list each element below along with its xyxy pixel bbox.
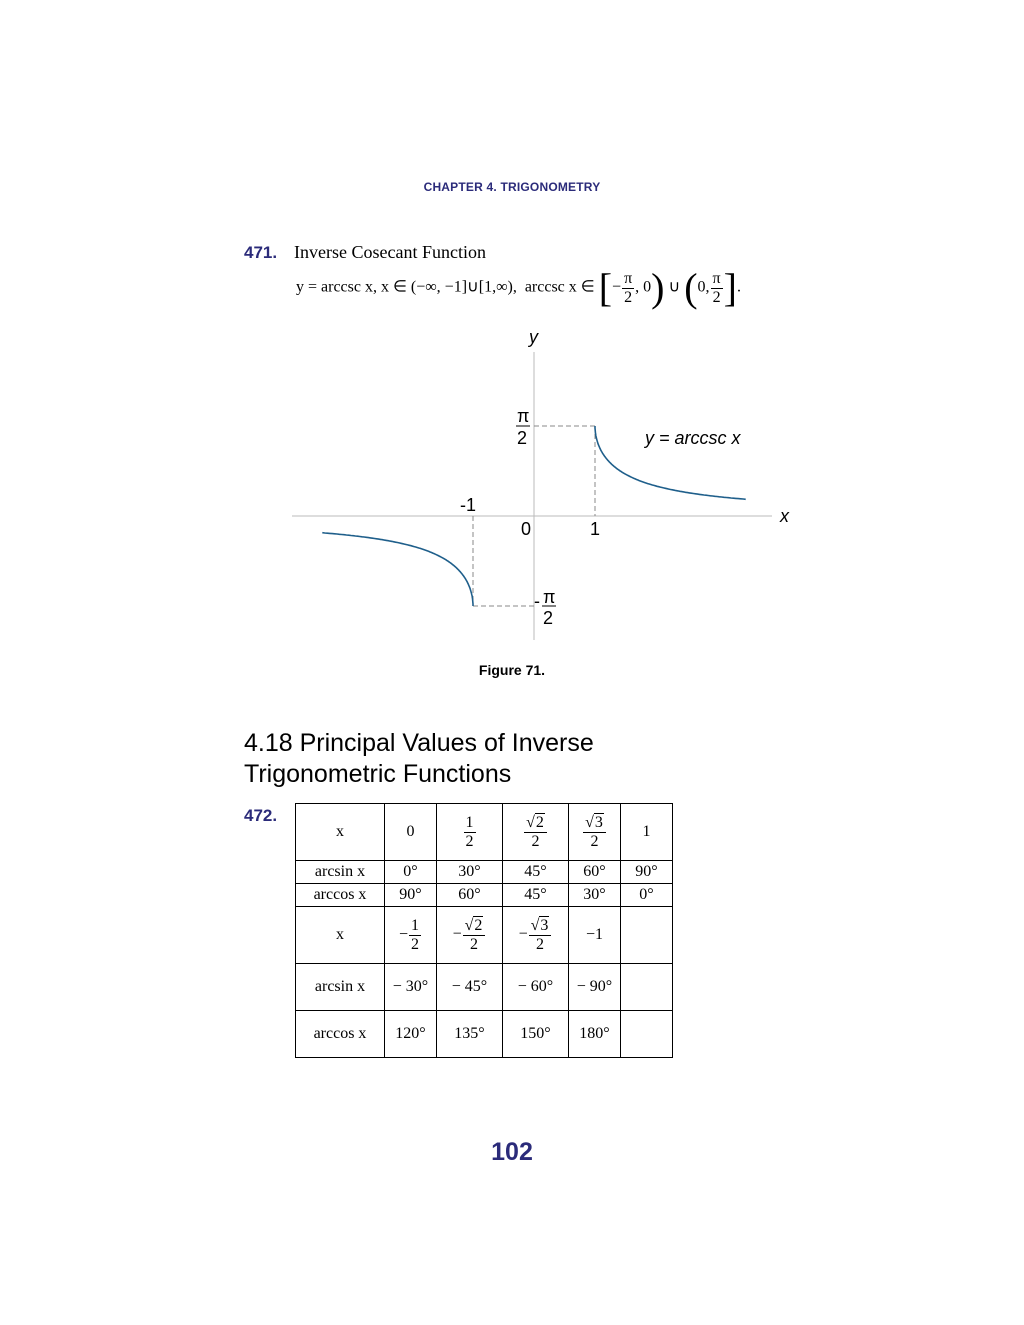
table-cell: x [296, 907, 385, 964]
formula-union-1: ∪ [467, 278, 479, 296]
section-title-line-2: Trigonometric Functions [244, 760, 512, 788]
table-cell: 30° [437, 861, 503, 884]
table-cell [621, 907, 673, 964]
arccsc-formula: y = arccsc x, x ∈ (−∞, −1]∪[1,∞), arccsc x ∈ [− $\frac{\pi}{2}$ , 0) ∪ (0, $\frac{\pi}{2}$ ]. [296, 265, 741, 310]
figure-caption: Figure 71. [478, 662, 546, 678]
table-row [296, 804, 673, 861]
formula-union-2: ∪ [668, 278, 681, 296]
table-cell: 135° [437, 1011, 503, 1058]
two-label-bottom: 2 [543, 608, 554, 628]
table-cell [621, 964, 673, 1011]
tick-label-1: 1 [590, 519, 601, 539]
origin-label: 0 [521, 519, 532, 539]
table-cell: 0° [385, 861, 437, 884]
table-cell: −1 [569, 907, 621, 964]
table-row [296, 907, 673, 964]
formula-domain-b: [1,∞), [478, 278, 517, 296]
chapter-header: CHAPTER 4. TRIGONOMETRY [423, 180, 601, 194]
table-cell: 90° [621, 861, 673, 884]
table-cell: − $\frac{1}{2}$ [385, 907, 437, 964]
table-cell: 60° [437, 884, 503, 907]
table-cell: − 30° [385, 964, 437, 1011]
item-title-471: Inverse Cosecant Function [294, 242, 486, 262]
formula-range-a-tail: , 0 [635, 278, 652, 296]
table-cell: − 90° [569, 964, 621, 1011]
tick-label-neg-1: -1 [460, 495, 477, 515]
table-cell: x [296, 804, 385, 861]
table-cell: 150° [503, 1011, 569, 1058]
table-cell: $\frac{√2}{2}$ [503, 804, 569, 861]
table-cell: 45° [503, 884, 569, 907]
table-cell: 0 [385, 804, 437, 861]
table-row [296, 1011, 673, 1058]
table-cell: arccos x [296, 1011, 385, 1058]
formula-domain-a: (−∞, −1] [410, 278, 468, 296]
table-cell [621, 1011, 673, 1058]
table-cell: $\frac{1}{2}$ [437, 804, 503, 861]
page-number: 102 [491, 1138, 533, 1166]
arccsc-curve-left [322, 533, 473, 606]
formula-range-label: arccsc x ∈ [524, 278, 595, 296]
formula-dot: . [736, 278, 741, 296]
table-row [296, 861, 673, 884]
table-cell: − $\frac{√2}{2}$ [437, 907, 503, 964]
formula-lhs: y = arccsc x, x ∈ [296, 278, 407, 296]
table-cell: arccos x [296, 884, 385, 907]
table-cell: − $\frac{√3}{2}$ [503, 907, 569, 964]
section-title [244, 728, 594, 790]
formula-range-b-head: 0, [697, 278, 710, 296]
curve-label: y = arccsc x [645, 428, 741, 448]
table-cell: − 60° [503, 964, 569, 1011]
table-cell: 120° [385, 1011, 437, 1058]
table-cell: 180° [569, 1011, 621, 1058]
formula-range-minus: − [612, 278, 622, 296]
pi-label-bottom: π [543, 587, 556, 607]
table-cell: 90° [385, 884, 437, 907]
section-title-line-1: 4.18 Principal Values of Inverse [244, 729, 594, 757]
table-cell: − 45° [437, 964, 503, 1011]
table-cell: 45° [503, 861, 569, 884]
table-cell: 1 [621, 804, 673, 861]
table-cell: arcsin x [296, 964, 385, 1011]
table-row [296, 964, 673, 1011]
two-label-top: 2 [517, 428, 528, 448]
table-cell: arcsin x [296, 861, 385, 884]
principal-values-table [295, 803, 673, 1058]
x-axis-label: x [780, 506, 789, 526]
item-number-472: 472. [244, 806, 278, 825]
frac-pi-over-2-a: $\frac{\pi}{2}$ [624, 269, 633, 306]
table-cell: $\frac{√3}{2}$ [569, 804, 621, 861]
frac-pi-over-2-b: $\frac{\pi}{2}$ [712, 269, 721, 306]
table-cell: 30° [569, 884, 621, 907]
table-cell: 0° [621, 884, 673, 907]
y-axis-label: y [529, 327, 538, 347]
table-row [296, 884, 673, 907]
item-number-471: 471. [244, 243, 278, 262]
pi-label-top: π [517, 406, 530, 426]
table-cell: 60° [569, 861, 621, 884]
minus-label-bottom: - [534, 591, 540, 611]
